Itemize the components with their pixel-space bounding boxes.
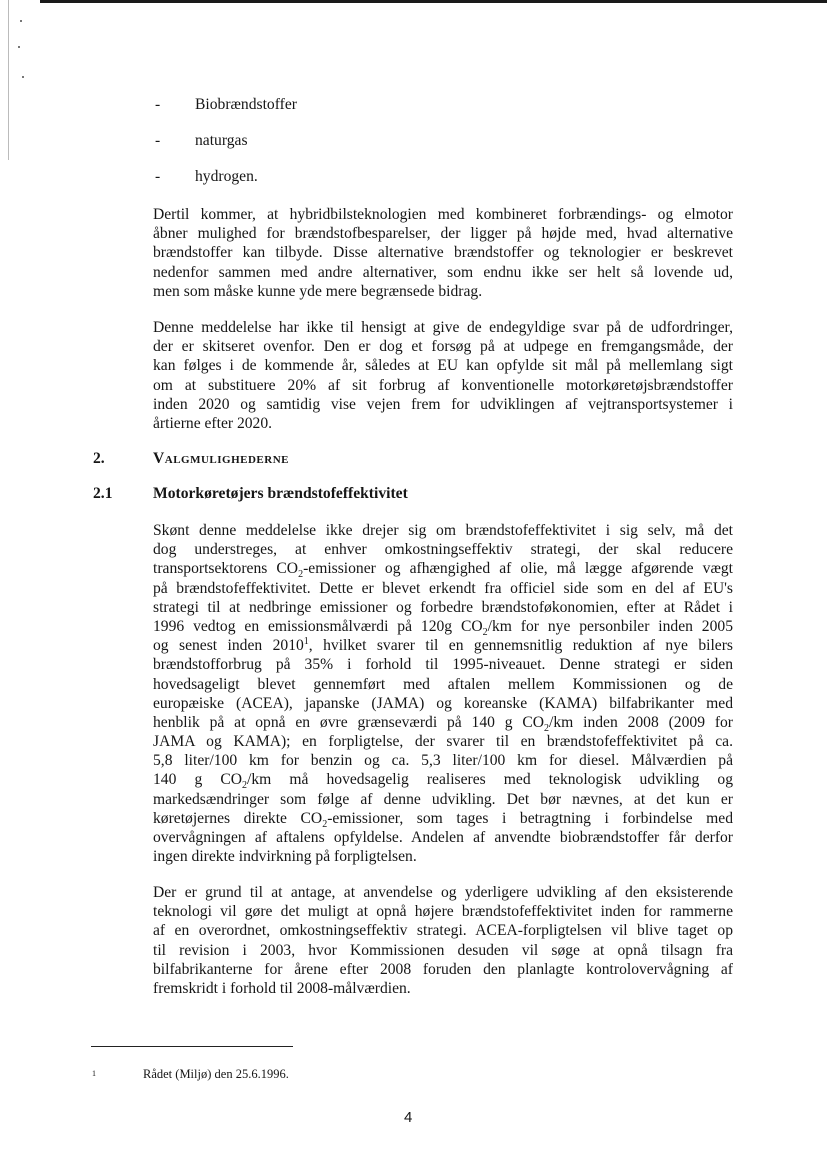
footnote-separator (91, 1046, 293, 1047)
text-line: inden 2020 og samtidig vise vejen frem for udviklingen af vejtransportsystemer i (153, 395, 733, 413)
text-line: af en overordnet, omkostningseffektiv strategi. ACEA-forpligtelsen vil blive taget op (153, 922, 733, 940)
text-line: brændstofforbrug på 35% i forhold til 1995-niveauet. Denne strategi er siden (153, 656, 733, 674)
text-line: brændstoffer kan tilbyde. Disse alternative brændstoffer og teknologier er beskrevet (153, 244, 733, 262)
subsection-number: 2.1 (93, 485, 113, 502)
scan-edge-mark (22, 76, 24, 78)
text-line: 1996 vedtog en emissionsmålværdi på 120g $CO_2/km$ for nye personbiler inden 2005 (153, 617, 733, 639)
text-line: kan følges i de kommende år, således at EU kan opfylde sit mål på mellemlang sigt (153, 357, 733, 375)
bullet-dash: - (155, 168, 161, 185)
text-line: Der er grund til at antage, at anvendelse og yderligere udvikling af den eksisterende (153, 884, 733, 901)
text-line: bilfabrikanterne for årene efter 2008 foruden den planlagte kontrolovervågning af (153, 960, 733, 978)
text-line: 140 g $CO_2/km$ må hovedsagelig realiseres med teknologisk udvikling og (153, 771, 733, 792)
text-line: Denne meddelelse har ikke til hensigt at give de endegyldige svar på de udfordringer, (153, 319, 733, 336)
footnote-mark: 1 (92, 1069, 96, 1078)
scan-edge-mark (8, 0, 9, 160)
scan-edge-mark (18, 46, 20, 48)
top-border-line (40, 0, 827, 3)
paragraph (153, 318, 733, 433)
text-line: dog understreges, at enhver omkostningseffektiv strategi, der skal reducere (153, 541, 733, 559)
text-line: nedenfor sammen med andre alternativer, som endnu ikke ser helt så lovende ud, (153, 263, 733, 281)
text-line: men som måske kunne yde mere begrænsede bidrag. (153, 282, 483, 300)
text-line: årtierne efter 2020. (153, 414, 273, 432)
text-line: om at substituere 20% af sit forbrug af konventionelle motorkøretøjsbrændstoffer (153, 376, 733, 394)
bullet-dash: - (155, 132, 161, 149)
footnote-text: Rådet (Miljø) den 25.6.1996. (143, 1067, 289, 1081)
text-line: teknologi vil gøre det muligt at opnå højere brændstofeffektivitet inden for rammerne (153, 903, 733, 921)
text-line: på brændstofeffektivitet. Dette er blevet erkendt fra officiel side som en del af EU's (153, 579, 733, 597)
text-line: hovedsageligt blevet gennemført med aftalen mellem Kommissionen og de (153, 675, 733, 693)
text-line: der er skitseret ovenfor. Den er dog et forsøg på at udpege en fremgangsmåde, der (153, 338, 733, 356)
section-number: 2. (93, 450, 105, 467)
bullet-text: hydrogen. (195, 168, 258, 185)
section-heading: Valgmulighederne (153, 450, 289, 467)
text-line: Skønt denne meddelelse ikke drejer sig om brændstofeffektivitet i sig selv, må det (153, 522, 733, 539)
text-line: europæiske (ACEA), japanske (JAMA) og koreanske (KAMA) bilfabrikanter med (153, 694, 733, 712)
text-line: til revision i 2003, hvor Kommissionen desuden vil søge at opnå tilsagn fra (153, 941, 733, 959)
text-line: henblik på at opnå en øvre grænseværdi på 140 g $CO_2/km$ inden 2008 (2009 for (153, 713, 733, 734)
text-line: strategi til at nedbringe emissioner og forbedre brændstoføkonomien, efter at Rådet i (153, 598, 733, 616)
text-line: åbner mulighed for brændstofbesparelser, der ligger på højde med, hvad alternative (153, 225, 733, 243)
text-line: Dertil kommer, at hybridbilsteknologien med kombineret forbrændings- og elmotor (153, 206, 733, 223)
text-line: markedsændringer som følge af denne udvikling. Det bør nævnes, at det kun er (153, 790, 733, 808)
bullet-text: naturgas (195, 132, 248, 149)
text-line: transportsektorens $CO_2$-emissioner og afhængighed af olie, må lægge afgørende vægt (153, 560, 733, 581)
text-line: ingen direkte indvirkning på forpligtelsen. (153, 848, 417, 866)
text-line: og senest inden 2010$^1$, hvilket svarer til en gennemsnitlig reduktion af nye bilers (153, 635, 733, 655)
bullet-text: Biobrændstoffer (195, 96, 297, 113)
text-line: fremskridt i forhold til 2008-målværdien. (153, 979, 411, 997)
page-number: 4 (404, 1109, 413, 1126)
text-line: køretøjernes direkte $CO_2$-emissioner, som tages i betragtning i forbindelse med (153, 809, 734, 830)
text-line: 5,8 liter/100 km for benzin og ca. 5,3 liter/100 km for diesel. Målværdien på (153, 752, 733, 770)
paragraph (153, 205, 733, 301)
scan-edge-mark (20, 20, 22, 22)
bullet-dash: - (155, 96, 161, 113)
footnote-ref: 1 (303, 635, 309, 647)
paragraph (153, 883, 733, 998)
subsection-heading: Motorkøretøjers brændstofeffektivitet (153, 485, 408, 502)
text-line: overvågningen af aftalens opfyldelse. Andelen af anvendte biobrændstoffer får derfor (153, 829, 733, 846)
paragraph (153, 521, 733, 866)
text-line: JAMA og KAMA); en forpligtelse, der svarer til en brændstofeffektivitet på ca. (153, 733, 733, 751)
